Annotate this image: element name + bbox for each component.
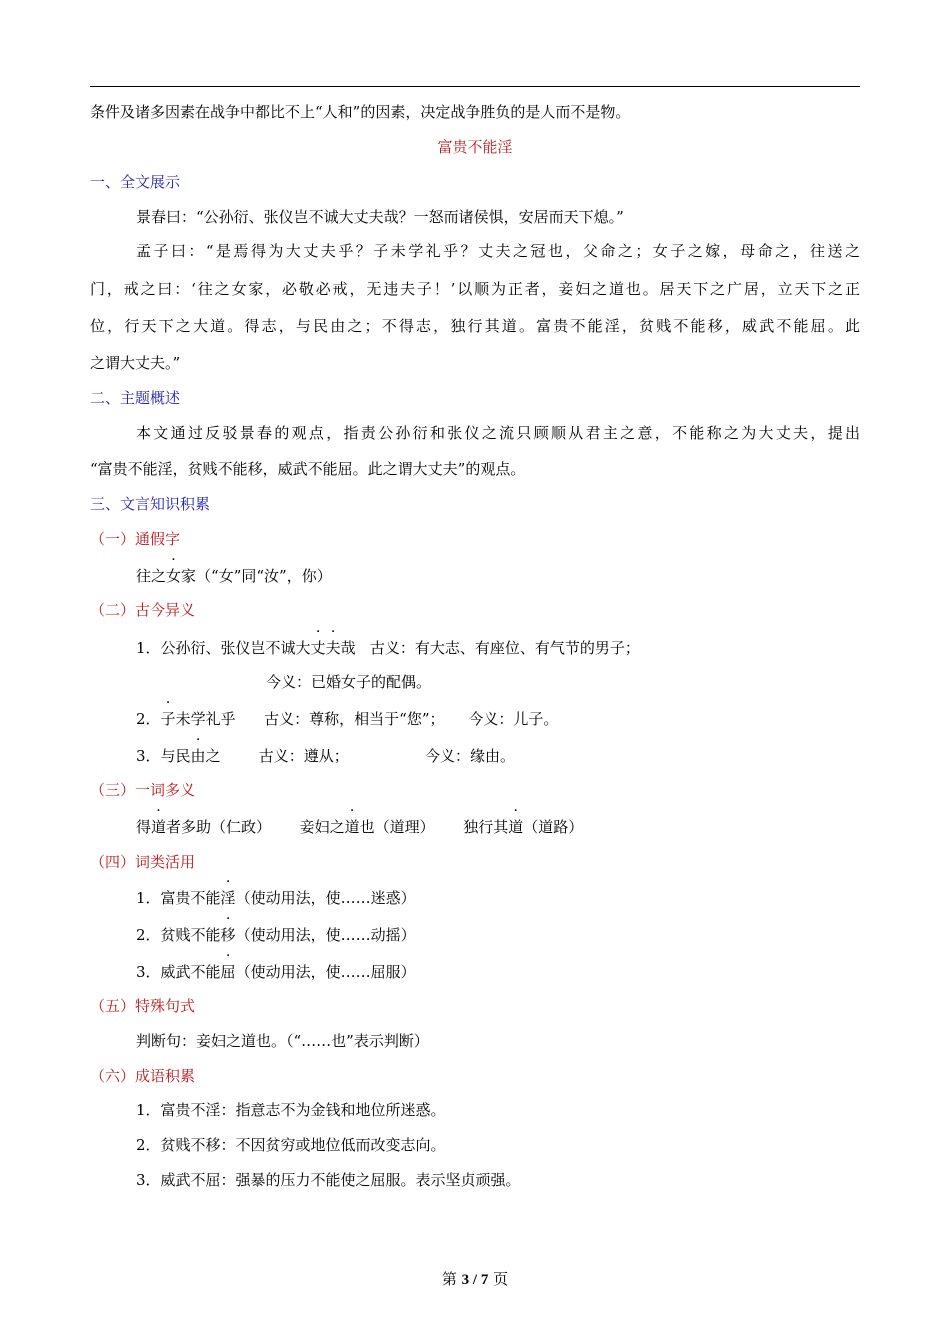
theme-line-1: 本文通过反驳景春的观点，指责公孙衍和张仪之流只顾顺从君主之意，不能称之为大丈夫，提出 (136, 424, 860, 442)
paragraph-jingchun: 景春曰：“公孙衍、张仪岂不诚大丈夫哉？一怒而诸侯惧，安居而天下熄。” (136, 208, 624, 226)
subheading-teshujushi: （五）特殊句式 (90, 997, 196, 1015)
tongjiazi-item: 往之女家（“女”同“汝”，你） (136, 567, 332, 585)
subheading-cileihuoyong: （四）词类活用 (90, 853, 196, 871)
paragraph-mencius-line-3: 位，行天下之大道。得志，与民由之；不得志，独行其道。富贵不能淫，贫贱不能移，威武不能屈。此 (90, 317, 860, 335)
emphasis-char: 移 (220, 926, 236, 944)
page-total: 7 (480, 1272, 489, 1288)
header-rule (90, 86, 860, 87)
page-footer: 第 3 / 7 页 (441, 1270, 509, 1288)
section-title: 富贵不能淫 (437, 138, 513, 156)
chengyu-item-1: 1．富贵不淫：指意志不为金钱和地位所迷惑。 (136, 1101, 446, 1119)
emphasis-char: 夫 (325, 639, 341, 657)
huoyong-item-1: 1．富贵不能淫（使动用法，使……迷惑） (136, 889, 416, 907)
emphasis-char: 女 (166, 567, 182, 585)
gujin-item-2: 2．子未学礼乎 古义：尊称，相当于“您”； 今义：儿子。 (136, 710, 559, 728)
subheading-gujin: （二）古今异义 (90, 601, 196, 619)
gujin-item-3: 3．与民由之 古义：遵从； 今义：缘由。 (136, 747, 515, 765)
emphasis-char: 道 (344, 818, 360, 836)
paragraph-mencius-line-4: 之谓大丈夫。” (90, 354, 181, 372)
theme-line-2: “富贵不能淫，贫贱不能移，威武不能屈。此之谓大丈夫”的观点。 (90, 460, 526, 478)
heading-knowledge: 三、文言知识积累 (90, 495, 211, 513)
chengyu-item-2: 2．贫贱不移：不因贫穷或地位低而改变志向。 (136, 1136, 446, 1154)
emphasis-char: 屈 (220, 963, 236, 981)
emphasis-char: 淫 (220, 889, 236, 907)
heading-theme: 二、主题概述 (90, 389, 181, 407)
teshujushi-item: 判断句：妾妇之道也。（“……也”表示判断） (136, 1032, 429, 1050)
subheading-tongjiazi: （一）通假字 (90, 530, 181, 548)
subheading-chengyu: （六）成语积累 (90, 1067, 196, 1085)
huoyong-item-3: 3．威武不能屈（使动用法，使……屈服） (136, 963, 416, 981)
chengyu-item-3: 3．威武不屈：强暴的压力不能使之屈服。表示坚贞顽强。 (136, 1171, 521, 1189)
top-paragraph: 条件及诸多因素在战争中都比不上“人和”的因素，决定战争胜负的是人而不是物。 (90, 103, 631, 121)
paragraph-mencius-line-1: 孟子曰：“是焉得为大丈夫乎？子未学礼乎？丈夫之冠也，父命之；女子之嫁，母命之，往送之 (136, 242, 860, 260)
emphasis-char: 道 (508, 818, 524, 836)
subheading-yiciduoyi: （三）一词多义 (90, 781, 196, 799)
emphasis-char: 道 (151, 818, 167, 836)
emphasis-char: 子 (160, 710, 176, 728)
heading-full-text: 一、全文展示 (90, 173, 181, 191)
gujin-item-1: 1．公孙衍、张仪岂不诚大丈夫哉 古义：有大志、有座位、有气节的男子； (136, 639, 640, 657)
yiciduoyi-item: 得道者多助（仁政） 妾妇之道也（道理） 独行其道（道路） (136, 818, 584, 836)
emphasis-char: 由 (190, 747, 206, 765)
gujin-item-1-modern: 今义：已婚女子的配偶。 (266, 673, 432, 691)
emphasis-char: 丈 (310, 639, 326, 657)
page-number: 3 (461, 1272, 470, 1288)
paragraph-mencius-line-2: 门，戒之曰：‘往之女家，必敬必戒，无违夫子！’以顺为正者，妾妇之道也。居天下之广居，立天下之正 (90, 280, 860, 298)
huoyong-item-2: 2．贫贱不能移（使动用法，使……动摇） (136, 926, 416, 944)
